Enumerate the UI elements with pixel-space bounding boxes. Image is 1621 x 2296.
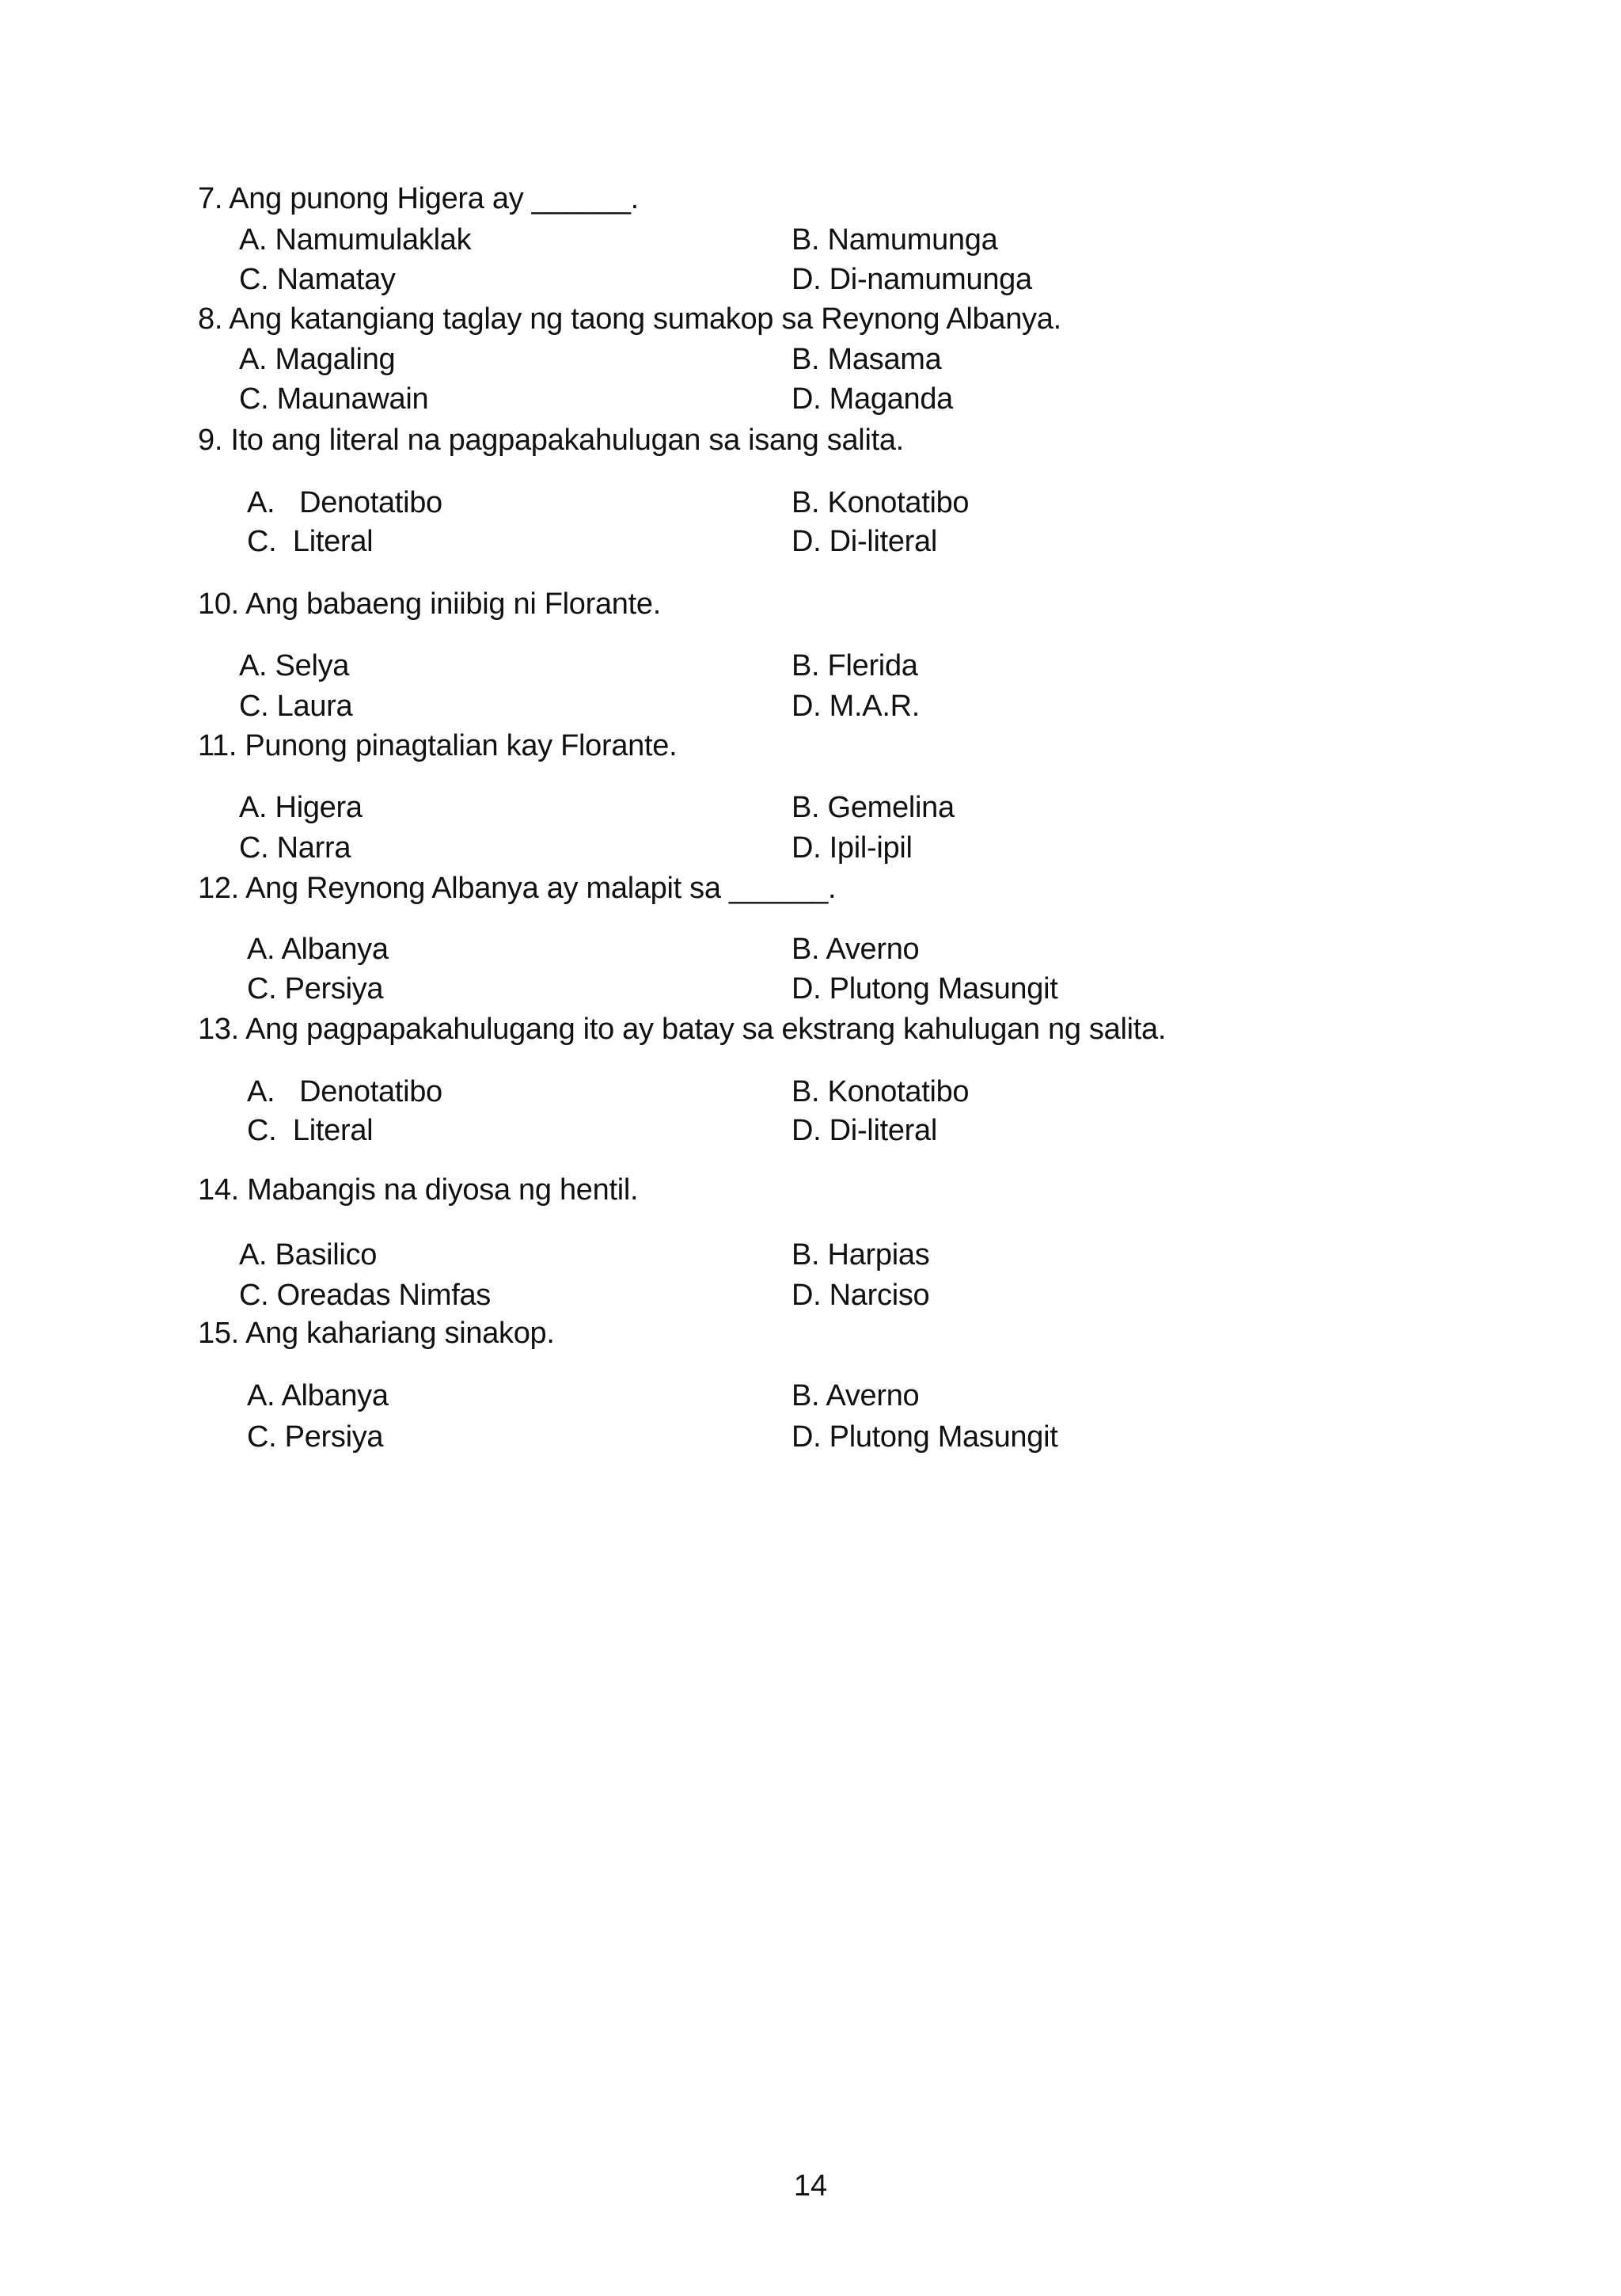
option-14-a: A. Basilico [239,1238,378,1272]
option-9-d: D. Di-literal [792,525,938,558]
option-8-d: D. Maganda [792,382,954,416]
question-11: 11. Punong pinagtalian kay Florante. [198,729,678,762]
option-13-d: D. Di-literal [792,1114,938,1147]
option-15-d: D. Plutong Masungit [792,1420,1058,1454]
option-11-c: C. Narra [239,831,351,865]
option-15-c: C. Persiya [247,1420,384,1454]
option-10-a: A. Selya [239,649,350,682]
question-7: 7. Ang punong Higera ay ______. [198,182,639,215]
option-7-d: D. Di-namumunga [792,263,1032,296]
option-10-c: C. Laura [239,690,353,723]
option-9-b: B. Konotatibo [792,486,970,519]
option-12-c: C. Persiya [247,972,384,1005]
option-9-a: A. Denotatibo [247,486,442,519]
page-number: 14 [793,2169,828,2203]
option-7-b: B. Namumunga [792,223,998,257]
option-7-a: A. Namumulaklak [239,223,472,257]
option-13-a: A. Denotatibo [247,1075,442,1108]
option-10-d: D. M.A.R. [792,690,920,723]
option-12-b: B. Averno [792,933,920,966]
option-14-c: C. Oreadas Nimfas [239,1279,491,1312]
question-14: 14. Mabangis na diyosa ng hentil. [198,1173,639,1207]
question-8: 8. Ang katangiang taglay ng taong sumakop sa Reynong Albanya. [198,302,1061,336]
option-13-b: B. Konotatibo [792,1075,970,1108]
question-9: 9. Ito ang literal na pagpapakahulugan sa isang salita. [198,424,904,457]
option-15-b: B. Averno [792,1379,920,1412]
option-10-b: B. Flerida [792,649,918,682]
question-15: 15. Ang kahariang sinakop. [198,1317,555,1350]
option-12-a: A. Albanya [247,933,389,966]
option-8-b: B. Masama [792,343,942,376]
option-11-d: D. Ipil-ipil [792,831,913,865]
option-12-d: D. Plutong Masungit [792,972,1058,1005]
question-12: 12. Ang Reynong Albanya ay malapit sa ______. [198,872,837,905]
option-8-c: C. Maunawain [239,382,429,416]
option-15-a: A. Albanya [247,1379,389,1412]
option-9-c: C. Literal [247,525,374,558]
option-8-a: A. Magaling [239,343,396,376]
question-10: 10. Ang babaeng iniibig ni Florante. [198,587,661,621]
question-13: 13. Ang pagpapakahulugang ito ay batay sa ekstrang kahulugan ng salita. [198,1013,1167,1046]
option-14-d: D. Narciso [792,1279,930,1312]
option-14-b: B. Harpias [792,1238,930,1272]
option-11-a: A. Higera [239,791,363,824]
option-7-c: C. Namatay [239,263,396,296]
option-11-b: B. Gemelina [792,791,955,824]
option-13-c: C. Literal [247,1114,374,1147]
